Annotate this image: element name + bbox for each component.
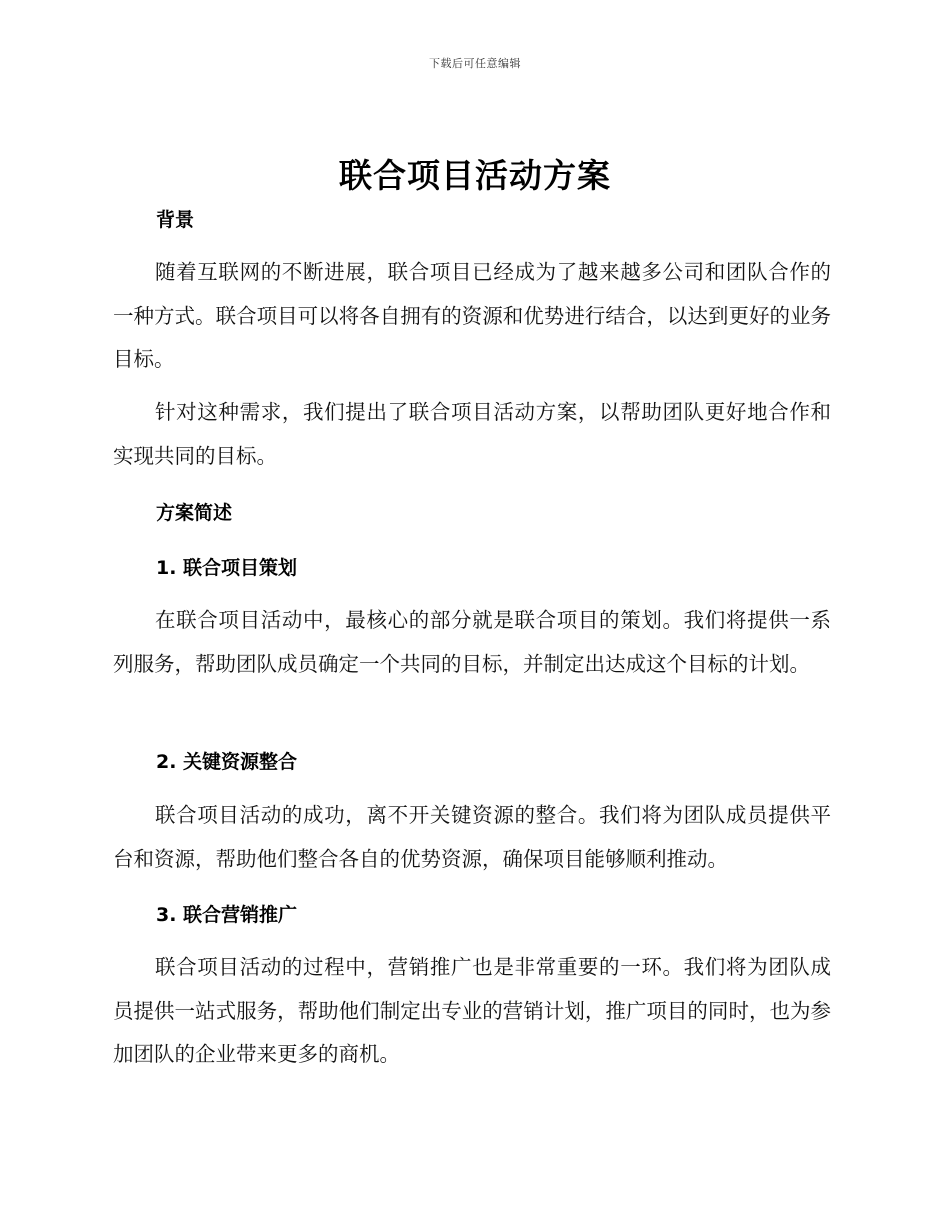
paragraph-planning: 在联合项目活动中，最核心的部分就是联合项目的策划。我们将提供一系列服务，帮助团队成员确定一个共同的目标，并制定出达成这个目标的计划。 (113, 608, 831, 676)
header-note: 下载后可任意编辑 (429, 57, 521, 70)
paragraph-marketing: 联合项目活动的过程中，营销推广也是非常重要的一环。我们将为团队成员提供一站式服务，帮助他们制定出专业的营销计划，推广项目的同时，也为参加团队的企业带来更多的商机。 (113, 955, 831, 1066)
section-heading-background: 背景 (156, 209, 195, 231)
section-heading-marketing: 3. 联合营销推广 (156, 904, 298, 926)
document-title: 联合项目活动方案 (339, 156, 611, 195)
paragraph-background-1: 随着互联网的不断进展，联合项目已经成为了越来越多公司和团队合作的一种方式。联合项目可以将各自拥有的资源和优势进行结合，以达到更好的业务目标。 (113, 260, 831, 371)
paragraph-background-2: 针对这种需求，我们提出了联合项目活动方案，以帮助团队更好地合作和实现共同的目标。 (113, 400, 831, 468)
section-heading-overview: 方案简述 (156, 502, 233, 524)
paragraph-resources: 联合项目活动的成功，离不开关键资源的整合。我们将为团队成员提供平台和资源，帮助他们整合各自的优势资源，确保项目能够顺利推动。 (113, 803, 831, 871)
section-heading-resources: 2. 关键资源整合 (156, 751, 298, 773)
section-heading-planning: 1. 联合项目策划 (156, 557, 298, 579)
